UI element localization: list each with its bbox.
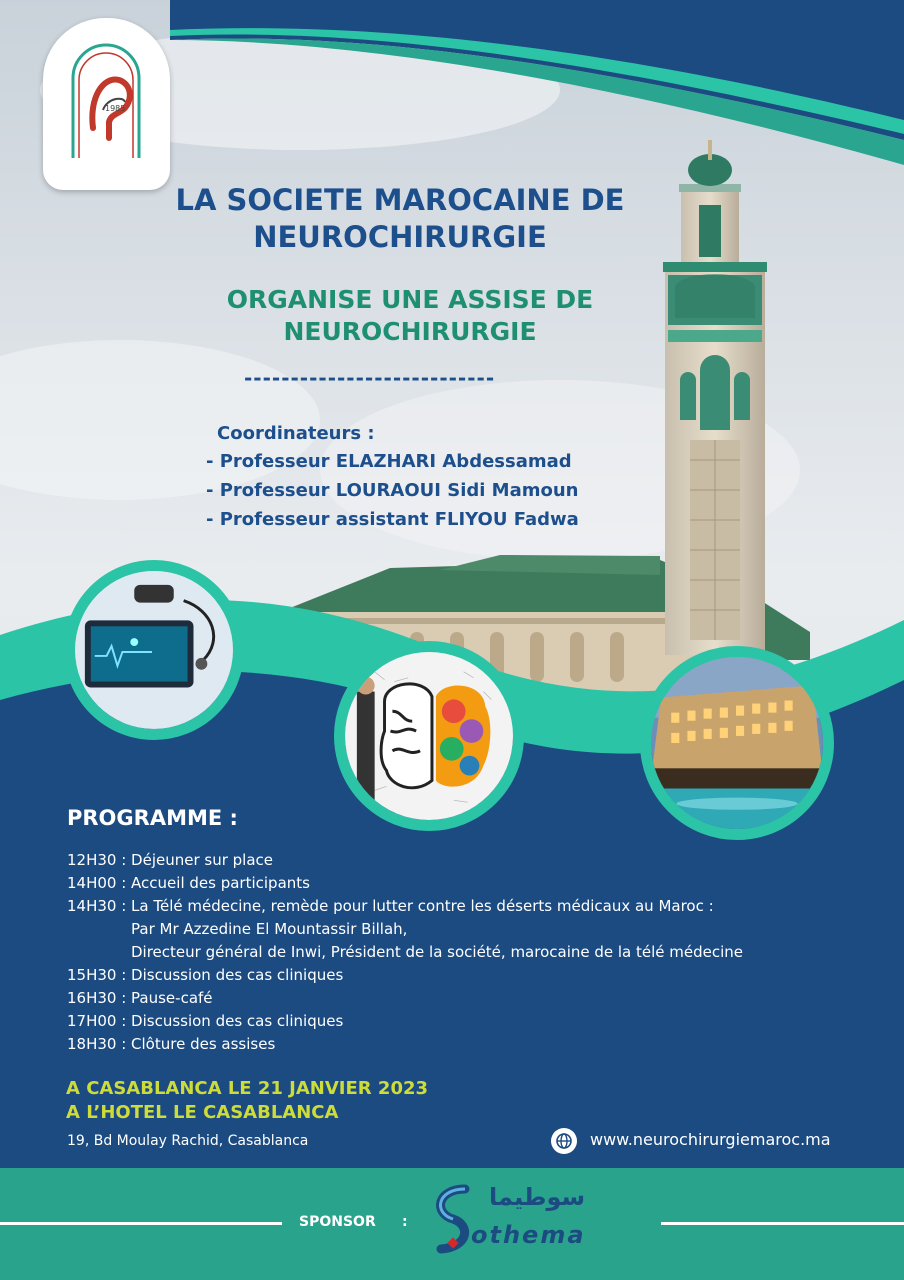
programme-speaker-line: Directeur général de Inwi, Président de la société, marocaine de la télé médecine	[131, 943, 744, 961]
event-venue: A L’HOTEL LE CASABLANCA	[66, 1102, 339, 1123]
programme-row: 14H00 : Accueil des participants	[67, 874, 310, 892]
programme-title: PROGRAMME :	[67, 806, 238, 830]
event-address: 19, Bd Moulay Rachid, Casablanca	[67, 1133, 309, 1149]
hotel-image	[640, 646, 834, 840]
coordinator-item: - Professeur LOURAOUI Sidi Mamoun	[206, 480, 579, 501]
coordinators-title: Coordinateurs :	[217, 423, 375, 444]
coordinator-item: - Professeur ELAZHARI Abdessamad	[206, 451, 572, 472]
sponsor-colon: :	[402, 1214, 408, 1230]
event-date: A CASABLANCA LE 21 JANVIER 2023	[66, 1078, 429, 1099]
main-title-line2: NEUROCHIRURGIE	[253, 220, 547, 254]
sponsor-label: SPONSOR	[299, 1214, 376, 1230]
subtitle-line1: ORGANISE UNE ASSISE DE	[226, 285, 594, 314]
sponsor-arabic-name: سوطيما	[489, 1183, 586, 1211]
website-link[interactable]: www.neurochirurgiemaroc.ma	[590, 1130, 831, 1149]
title-separator: ---------------------------	[244, 366, 496, 390]
programme-row: 18H30 : Clôture des assises	[67, 1035, 276, 1053]
programme-row: 17H00 : Discussion des cas cliniques	[67, 1012, 344, 1030]
sothema-logo	[427, 1183, 617, 1255]
subtitle-line2: NEUROCHIRURGIE	[283, 317, 537, 346]
logo-year: 1985	[105, 104, 126, 113]
main-title-line1: LA SOCIETE MAROCAINE DE	[175, 183, 625, 217]
globe-icon	[551, 1128, 577, 1154]
programme-row: 16H30 : Pause-café	[67, 989, 213, 1007]
coordinator-item: - Professeur assistant FLIYOU Fadwa	[206, 509, 579, 530]
sponsor-latin-name: othema	[471, 1221, 586, 1249]
programme-speaker-line: Par Mr Azzedine El Mountassir Billah,	[131, 920, 408, 938]
programme-row: 14H30 : La Télé médecine, remède pour lutter contre les déserts médicaux au Maroc :	[67, 897, 714, 915]
society-logo	[43, 18, 170, 190]
programme-row: 12H30 : Déjeuner sur place	[67, 851, 274, 869]
brain-image	[334, 641, 524, 831]
programme-row: 15H30 : Discussion des cas cliniques	[67, 966, 344, 984]
telemedicine-image	[64, 560, 244, 740]
